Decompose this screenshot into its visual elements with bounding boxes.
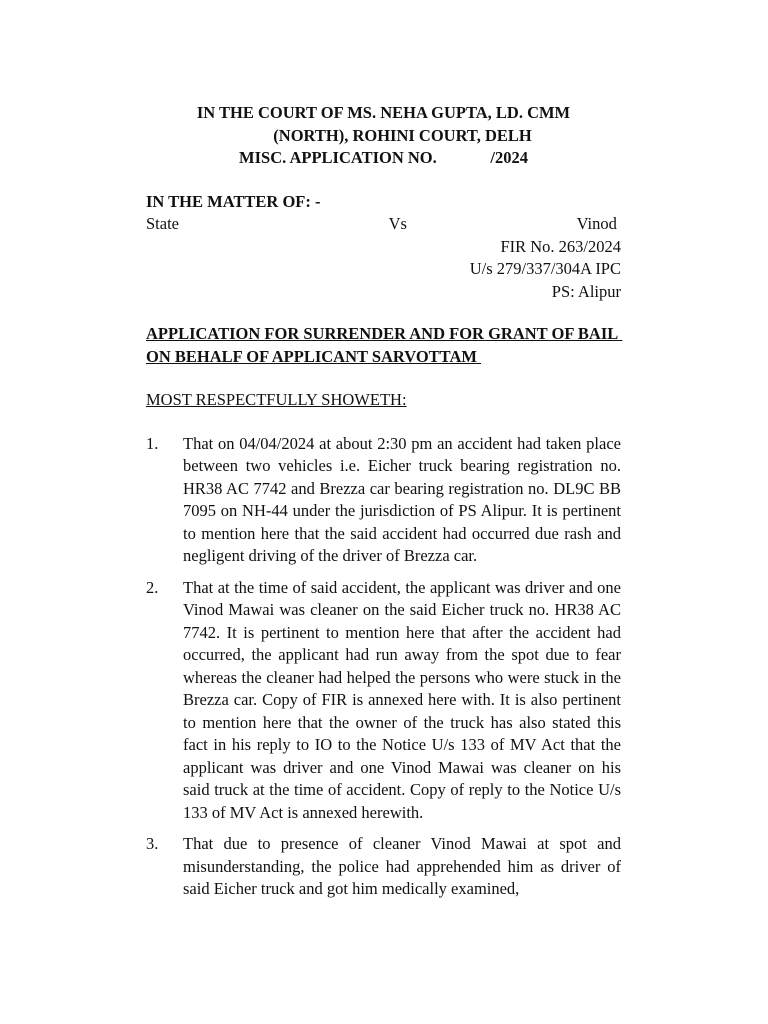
paragraph xyxy=(146,833,621,901)
misc-application-line: MISC. APPLICATION NO. /2024 xyxy=(239,148,528,167)
sections: U/s 279/337/304A IPC xyxy=(469,259,621,278)
paragraph xyxy=(146,577,621,825)
versus: Vs xyxy=(388,214,407,233)
paragraph-list xyxy=(146,433,621,901)
paragraph-text: That due to presence of cleaner Vinod Mawai at spot and misunderstanding, the police had apprehended him as driver of said Eicher truck and got him medically examined, xyxy=(183,834,621,898)
police-station: PS: Alipur xyxy=(551,281,621,301)
paragraph xyxy=(146,433,621,568)
court-line-1: IN THE COURT OF MS. NEHA GUPTA, LD. CMM xyxy=(196,103,571,122)
paragraph-text: That on 04/04/2024 at about 2:30 pm an accident had taken place between two vehicles i.e. Eicher truck bearing registration no. HR38 AC 7742 and Brezza car bearing registration no. DL9C BB 7095 on NH-44 under the jurisdiction of PS Alipur. It is pertinent to mention here that the said accident had occurred due rash and negligent driving of the driver of Brezza car. xyxy=(183,433,621,565)
application-title: APPLICATION FOR SURRENDER AND FOR GRANT OF BAIL ON BEHALF OF APPLICANT SARVOTTAM xyxy=(146,324,623,366)
parties-line xyxy=(146,213,621,236)
paragraph-number: 2. xyxy=(146,577,159,597)
paragraph-text: That at the time of said accident, the applicant was driver and one Vinod Mawai was cleaner on the said Eicher truck no. HR38 AC 7742. It is pertinent to mention here that after the accident had occurred, the applicant had run away from the spot due to fear whereas the cleaner had helped the persons who were stuck in the Brezza car. Copy of FIR is annexed here with. It is also pertinent to mention here that the owner of the truck has also stated this fact in his reply to IO to the Notice U/s 133 of MV Act that the applicant was driver and one Vinod Mawai was cleaner on his said truck at the time of accident. Copy of reply to the Notice U/s 133 of MV Act is annexed herewith. xyxy=(183,577,621,822)
fir-number: FIR No. 263/2024 xyxy=(500,236,621,256)
court-heading xyxy=(146,102,621,170)
paragraph-number: 1. xyxy=(146,433,159,453)
court-line-2: (NORTH), ROHINI COURT, DELH xyxy=(273,125,532,145)
showeth-heading: MOST RESPECTFULLY SHOWETH: xyxy=(146,390,407,409)
party-accused: Vinod xyxy=(576,214,621,233)
document-page xyxy=(146,102,621,910)
paragraph-number: 3. xyxy=(146,834,159,853)
party-state: State xyxy=(146,214,179,233)
case-details xyxy=(146,236,621,304)
matter-label: IN THE MATTER OF: - xyxy=(146,191,321,211)
